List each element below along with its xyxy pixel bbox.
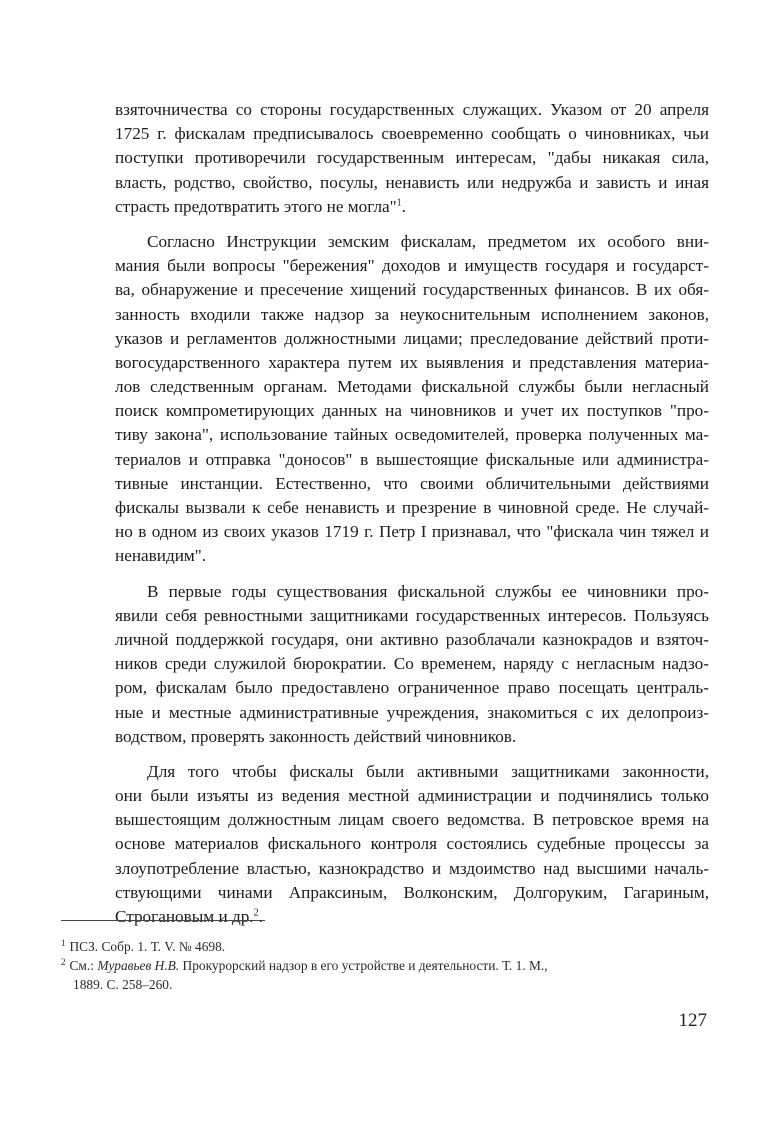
text-line: лов следственным органам. Методами фискальной службы были негласный: [115, 377, 709, 397]
paragraph-1: [115, 98, 709, 219]
paragraph-4: [115, 760, 709, 929]
footnote-author: Муравьев Н.В.: [97, 958, 180, 973]
text-line: занность входили также надзор за неукоснительным исполнением законов,: [115, 304, 709, 324]
text-line: власть, родство, свойство, посулы, ненависть или недружба и зависть и иная: [115, 172, 709, 192]
text-line: мания были вопросы "бережения" доходов и имуществ государя и государст-: [115, 256, 709, 276]
paragraph-3: [115, 580, 709, 749]
text-line-content: Строгановым и др.: [115, 907, 254, 926]
text-line: ва, обнаружение и пресечение хищений государственных финансов. В их обя-: [115, 280, 709, 300]
text-line: Согласно Инструкции земским фискалам, предметом их особого вни-: [147, 231, 709, 251]
text-line: [115, 195, 709, 219]
footnote-ref-1: 1: [396, 197, 402, 209]
text-line: ников среди служилой бюрократии. Со временем, наряду с негласным надзо-: [115, 654, 709, 674]
text-line: злоупотребление властью, казнокрадство и мздоимство над высшими началь-: [115, 858, 709, 878]
footnote-line: [61, 956, 711, 975]
text-line: вогосударственного характера путем их выявления и представления материа-: [115, 352, 709, 372]
footnote-number: 2: [61, 956, 66, 967]
footnote-text: Прокурорский надзор в его устройстве и деятельности. Т. 1. М.,: [179, 958, 548, 973]
footnote-ref-2: 2: [253, 907, 259, 919]
text-line: ром, фискалам было предоставлено ограниченное право посещать централь-: [115, 678, 709, 698]
footnote-divider: [61, 920, 265, 921]
text-line: основе материалов фискального контроля состоялись судебные процессы за: [115, 834, 709, 854]
text-line: явили себя ревностными защитниками государственных интересов. Пользуясь: [115, 605, 709, 625]
text-line: они были изъяты из ведения местной администрации и подчинялись только: [115, 786, 709, 806]
footnote-number: 1: [61, 937, 66, 948]
text-line: тиву закона", использование тайных осведомителей, проверка полученных ма-: [115, 425, 709, 445]
text-line: Для того чтобы фискалы были активными защитниками законности,: [147, 761, 709, 781]
text-line: поступки противоречили государственным интересам, "дабы никакая сила,: [115, 148, 709, 168]
text-line: указов и регламентов должностными лицами; преследование действий проти-: [115, 328, 709, 348]
footnotes: [61, 937, 711, 994]
text-line: териалов и отправка "доносов" в вышестоящие фискальные или администра-: [115, 449, 709, 469]
text-line: ствующими чинами Апраксиным, Волконским, Долгоруким, Гагариным,: [115, 882, 709, 902]
paragraph-2: [115, 230, 709, 569]
page-number: 127: [678, 1010, 707, 1031]
footnote-text: ПСЗ. Собр. 1. Т. V. № 4698.: [69, 939, 226, 954]
text-line: ные и местные административные учреждения, знакомиться с их делопроиз-: [115, 702, 709, 722]
text-line-content: страсть предотвратить этого не могла": [115, 196, 397, 216]
sentence-end: .: [258, 907, 263, 926]
text-line: но в одном из своих указов 1719 г. Петр I признавал, что "фискала чин тяжел и: [115, 522, 709, 542]
sentence-end: .: [401, 196, 406, 216]
text-line: взяточничества со стороны государственных служащих. Указом от 20 апреля: [115, 100, 709, 119]
footnote-line: [61, 937, 711, 956]
text-line: [115, 905, 709, 929]
footnote-line: 1889. С. 258–260.: [73, 977, 173, 992]
text-line: тивные инстанции. Естественно, что своими обличительными действиями: [115, 473, 709, 493]
text-line: В первые годы существования фискальной службы ее чиновники про-: [147, 581, 709, 601]
text-line: фискалы вызвали к себе ненависть и презрение в чиновной среде. Не случай-: [115, 498, 709, 517]
footnote-2: [61, 956, 711, 994]
text-line: водством, проверять законность действий чиновников.: [115, 726, 517, 746]
text-line: 1725 г. фискалам предписывалось своевременно сообщать о чиновниках, чьи: [115, 124, 709, 144]
footnote-1: [61, 937, 711, 956]
text-line: ненавидим".: [115, 546, 207, 566]
text-line: личной поддержкой государя, они активно разоблачали казнокрадов и взяточ-: [115, 629, 709, 649]
text-line: поиск компрометирующих данных на чиновников и учет их поступков "про-: [115, 401, 709, 421]
footnote-prefix: См.:: [69, 958, 98, 973]
main-text: [115, 98, 709, 929]
text-line: вышестоящим должностным лицам своего ведомства. В петровское время на: [115, 810, 709, 830]
